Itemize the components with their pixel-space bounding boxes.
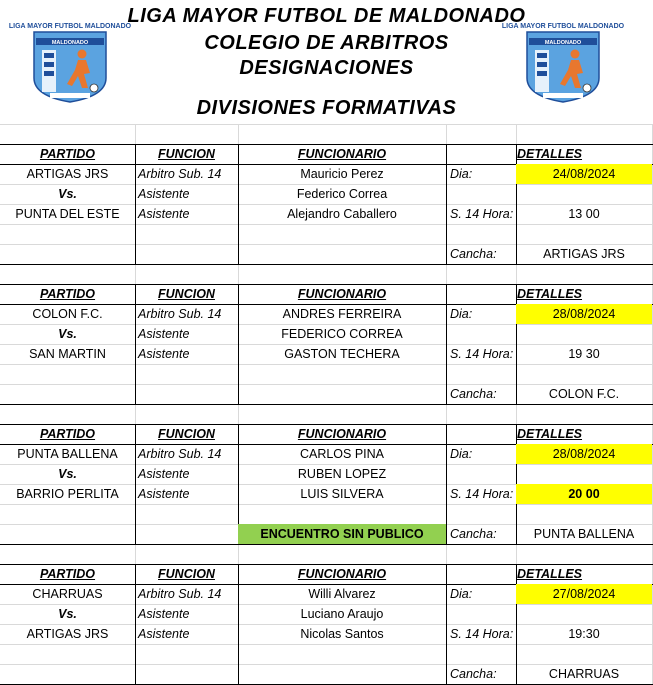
role-assistant-2: Asistente (138, 487, 190, 501)
logo-text-1: LIGA MAYOR FUTBOL MALDONADO (8, 23, 132, 30)
role-assistant-2: Asistente (138, 347, 190, 361)
divisions-subtitle: DIVISIONES FORMATIVAS (196, 97, 457, 119)
away-team: BARRIO PERLITA (16, 487, 119, 501)
official-assistant-2: GASTON TECHERA (284, 347, 400, 361)
match-time: 19:30 (568, 627, 600, 641)
grid-line-h (0, 364, 653, 365)
header-partido: PARTIDO (39, 287, 96, 301)
college-title: COLEGIO DE ARBITROS (204, 32, 449, 54)
header-funcionario: FUNCIONARIO (297, 147, 387, 161)
label-cancha: Cancha: (450, 667, 497, 681)
official-assistant-2: Alejandro Caballero (287, 207, 397, 221)
label-cancha: Cancha: (450, 527, 497, 541)
official-referee: ANDRES FERREIRA (282, 307, 402, 321)
role-assistant-1: Asistente (138, 607, 190, 621)
grid-line-h (0, 644, 653, 645)
label-cancha: Cancha: (450, 247, 497, 261)
role-assistant-2: Asistente (138, 207, 190, 221)
grid-line-h (0, 224, 653, 225)
label-dia: Dia: (450, 587, 473, 601)
official-referee: CARLOS PINA (299, 447, 385, 461)
role-assistant-1: Asistente (138, 467, 190, 481)
away-team: ARTIGAS JRS (26, 627, 109, 641)
header-detalles: DETALLES (516, 567, 583, 581)
vs-label: Vs. (58, 327, 77, 341)
match-date: 28/08/2024 (516, 444, 652, 464)
label-dia: Dia: (450, 167, 473, 181)
header-partido: PARTIDO (39, 567, 96, 581)
logo-text-1: LIGA MAYOR FUTBOL MALDONADO (501, 23, 625, 30)
header-funcion: FUNCION (158, 567, 215, 581)
away-team: PUNTA DEL ESTE (15, 207, 120, 221)
official-referee: Mauricio Perez (300, 167, 384, 181)
match-date: 24/08/2024 (516, 164, 652, 184)
header-funcion: FUNCION (158, 287, 215, 301)
label-hora: S. 14 Hora: (450, 487, 514, 501)
league-logo-left (8, 18, 132, 104)
header-funcionario: FUNCIONARIO (297, 567, 387, 581)
away-team: SAN MARTIN (29, 347, 106, 361)
designations-title: DESIGNACIONES (239, 57, 414, 79)
header-funcion: FUNCION (158, 147, 215, 161)
role-referee: Arbitro Sub. 14 (138, 167, 222, 181)
header-funcion: FUNCION (158, 427, 215, 441)
match-field: PUNTA BALLENA (533, 527, 635, 541)
role-referee: Arbitro Sub. 14 (138, 587, 222, 601)
vs-label: Vs. (58, 467, 77, 481)
label-hora: S. 14 Hora: (450, 627, 514, 641)
home-team: PUNTA BALLENA (17, 447, 118, 461)
label-cancha: Cancha: (450, 387, 497, 401)
svg-text:MALDONADO: MALDONADO (51, 40, 89, 46)
header-partido: PARTIDO (39, 427, 96, 441)
match-time: 20 00 (516, 484, 652, 504)
block-bottom-border (0, 404, 653, 405)
label-hora: S. 14 Hora: (450, 207, 514, 221)
official-assistant-1: RUBEN LOPEZ (297, 467, 387, 481)
header-detalles: DETALLES (516, 427, 583, 441)
header-partido: PARTIDO (39, 147, 96, 161)
header-funcionario: FUNCIONARIO (297, 287, 387, 301)
home-team: ARTIGAS JRS (26, 167, 109, 181)
label-dia: Dia: (450, 447, 473, 461)
role-referee: Arbitro Sub. 14 (138, 307, 222, 321)
match-field: ARTIGAS JRS (543, 247, 625, 261)
header-detalles: DETALLES (516, 287, 583, 301)
role-assistant-1: Asistente (138, 327, 190, 341)
block-bottom-border (0, 264, 653, 265)
note-badge: ENCUENTRO SIN PUBLICO (238, 524, 446, 544)
grid-line-h (0, 124, 653, 125)
match-field: COLON F.C. (548, 387, 620, 401)
label-hora: S. 14 Hora: (450, 347, 514, 361)
vs-label: Vs. (58, 187, 77, 201)
header-funcionario: FUNCIONARIO (297, 427, 387, 441)
official-assistant-1: Federico Correa (296, 187, 388, 201)
label-dia: Dia: (450, 307, 473, 321)
grid-line-h (0, 504, 653, 505)
match-time: 19 30 (568, 347, 600, 361)
role-referee: Arbitro Sub. 14 (138, 447, 222, 461)
home-team: COLON F.C. (32, 307, 103, 321)
match-date: 28/08/2024 (516, 304, 652, 324)
role-assistant-1: Asistente (138, 187, 190, 201)
role-assistant-2: Asistente (138, 627, 190, 641)
match-date: 27/08/2024 (516, 584, 652, 604)
league-title: LIGA MAYOR FUTBOL DE MALDONADO (127, 5, 526, 27)
match-time: 13 00 (568, 207, 600, 221)
official-assistant-2: LUIS SILVERA (300, 487, 384, 501)
home-team: CHARRUAS (32, 587, 103, 601)
header-detalles: DETALLES (516, 147, 583, 161)
official-assistant-2: Nicolas Santos (300, 627, 384, 641)
league-logo-right (501, 18, 625, 104)
official-referee: Willi Alvarez (308, 587, 376, 601)
official-assistant-1: Luciano Araujo (300, 607, 384, 621)
block-bottom-border (0, 544, 653, 545)
match-field: CHARRUAS (548, 667, 620, 681)
official-assistant-1: FEDERICO CORREA (281, 327, 403, 341)
svg-text:MALDONADO: MALDONADO (544, 40, 582, 46)
vs-label: Vs. (58, 607, 77, 621)
